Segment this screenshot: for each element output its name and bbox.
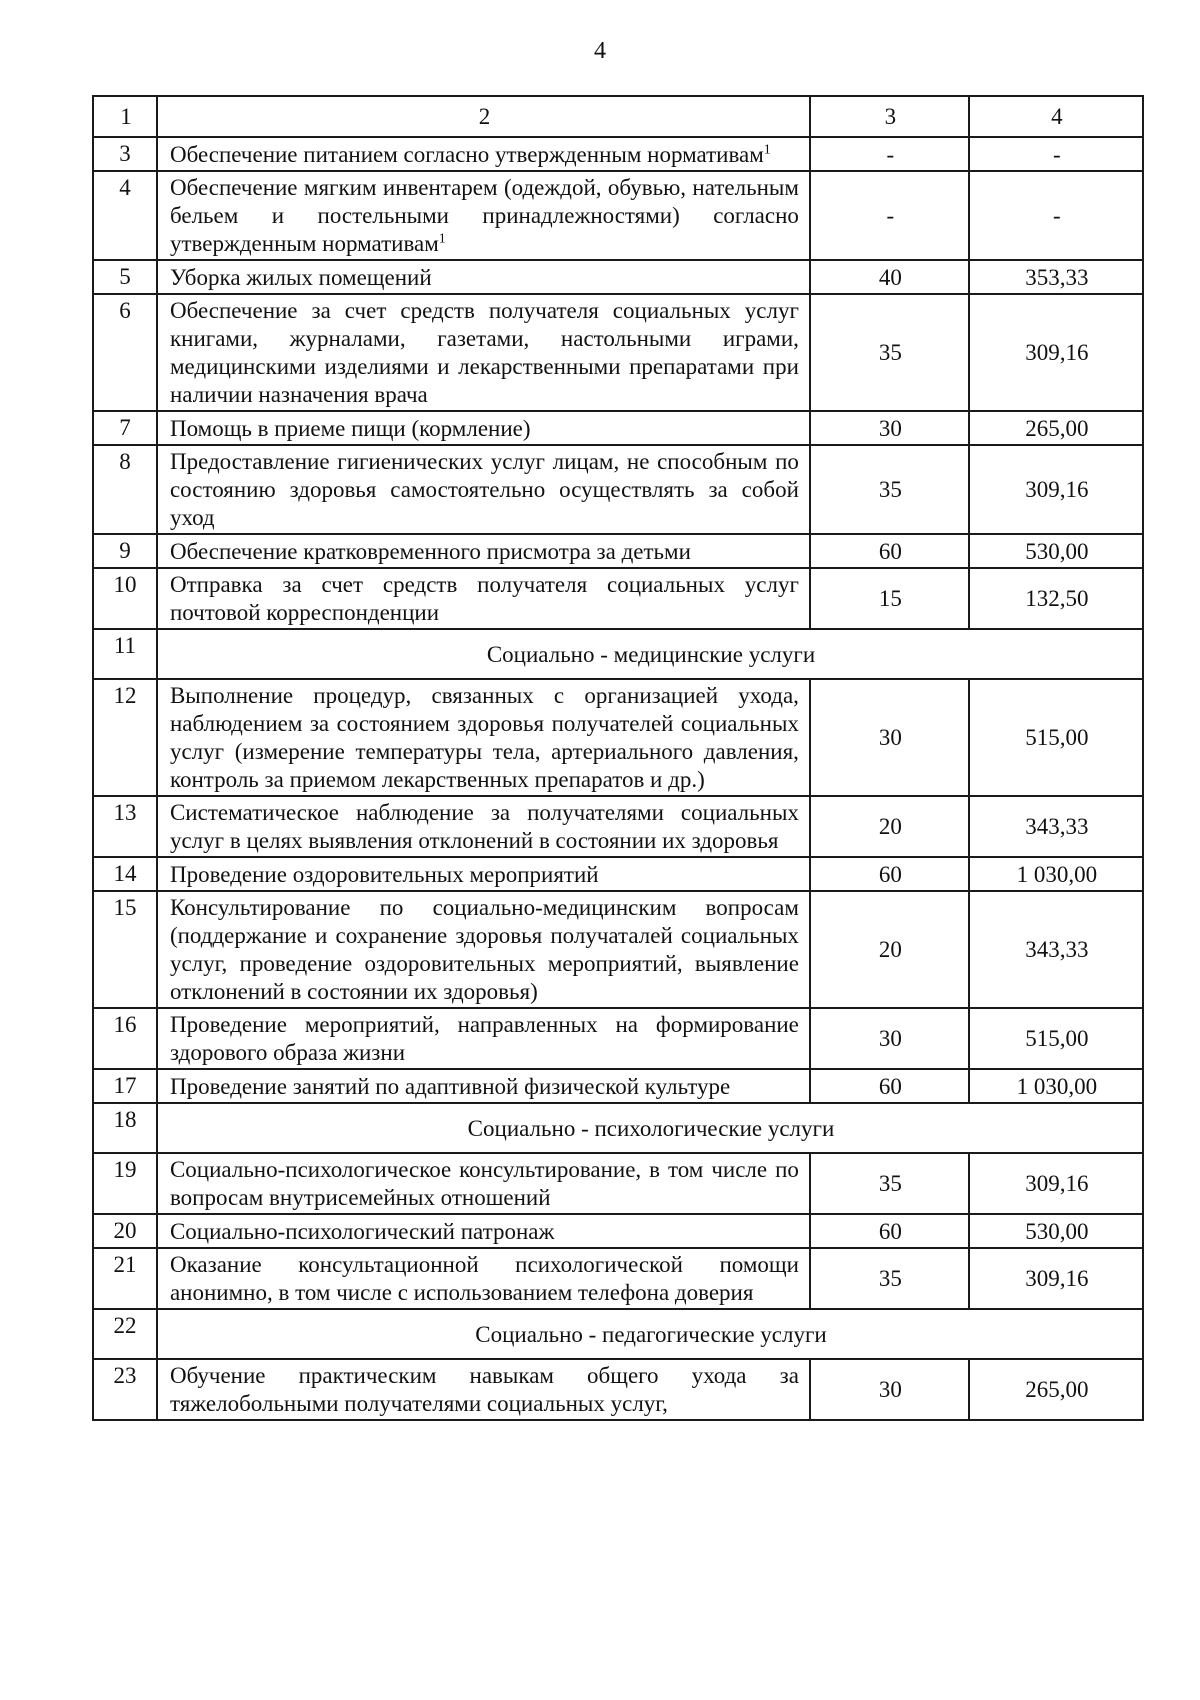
- table-row: [93, 260, 1143, 294]
- table-row: [93, 1008, 1143, 1069]
- service-text: Обеспечение питанием согласно утвержденным нормативам: [169, 141, 764, 167]
- footnote-marker: 1: [763, 141, 771, 157]
- service-description: [157, 891, 810, 1008]
- col4-value: 530,00: [969, 534, 1143, 568]
- col4-value: -: [969, 171, 1143, 260]
- header-col-4: 4: [969, 96, 1143, 137]
- row-number: 23: [93, 1359, 157, 1420]
- table-row: [93, 1359, 1143, 1420]
- table-row: [93, 891, 1143, 1008]
- service-text: Предоставление гигиенических услуг лицам, не способным по состоянию здоровья самостоятельно осуществлять за собой уход: [169, 449, 799, 530]
- service-description: [157, 1359, 810, 1420]
- col4-value: 1 030,00: [969, 1069, 1143, 1103]
- table-row: [93, 534, 1143, 568]
- col3-value: 30: [810, 679, 969, 796]
- col3-value: -: [810, 137, 969, 171]
- footnote-marker: 1: [438, 231, 446, 247]
- row-number: 12: [93, 679, 157, 796]
- service-description: [157, 1248, 810, 1309]
- row-number: 19: [93, 1153, 157, 1214]
- col3-value: 35: [810, 1153, 969, 1214]
- service-text: Проведение занятий по адаптивной физической культуре: [169, 1073, 731, 1099]
- table-row: [93, 796, 1143, 857]
- table-row: [93, 679, 1143, 796]
- row-number: 13: [93, 796, 157, 857]
- section-header-row: [93, 1103, 1143, 1153]
- col4-value: 343,33: [969, 891, 1143, 1008]
- services-tariff-table: [92, 95, 1144, 1421]
- row-number: 17: [93, 1069, 157, 1103]
- col3-value: 60: [810, 857, 969, 891]
- header-col-1: 1: [93, 96, 157, 137]
- service-text: Помощь в приеме пищи (кормление): [169, 415, 531, 441]
- service-description: [157, 1069, 810, 1103]
- service-description: [157, 857, 810, 891]
- service-description: [157, 796, 810, 857]
- service-description: [157, 1008, 810, 1069]
- col4-value: 515,00: [969, 1008, 1143, 1069]
- col4-value: 309,16: [969, 445, 1143, 534]
- service-description: [157, 411, 810, 445]
- service-text: Отправка за счет средств получателя социальных услуг почтовой корреспонденции: [169, 572, 799, 625]
- col3-value: 30: [810, 411, 969, 445]
- service-text: Обеспечение кратковременного присмотра за детьми: [169, 538, 691, 564]
- table-row: [93, 1153, 1143, 1214]
- service-description: [157, 679, 810, 796]
- header-col-3: 3: [810, 96, 969, 137]
- service-description: [157, 171, 810, 260]
- col4-value: 265,00: [969, 1359, 1143, 1420]
- service-text: Проведение мероприятий, направленных на формирование здорового образа жизни: [169, 1012, 799, 1065]
- table-row: [93, 294, 1143, 411]
- col3-value: -: [810, 171, 969, 260]
- row-number: 10: [93, 568, 157, 629]
- row-number: 6: [93, 294, 157, 411]
- section-title: Социально - психологические услуги: [157, 1103, 1143, 1153]
- table-row: [93, 1069, 1143, 1103]
- row-number: 4: [93, 171, 157, 260]
- table-row: [93, 137, 1143, 171]
- col3-value: 60: [810, 1069, 969, 1103]
- service-description: [157, 534, 810, 568]
- service-description: [157, 137, 810, 171]
- header-col-2: 2: [157, 96, 810, 137]
- col3-value: 35: [810, 294, 969, 411]
- service-description: [157, 568, 810, 629]
- row-number: 14: [93, 857, 157, 891]
- col4-value: 309,16: [969, 294, 1143, 411]
- service-text: Выполнение процедур, связанных с организацией ухода, наблюдением за состоянием здоровья получателей социальных услуг (измерение температуры тела, артериального давления, контроль за приемом лекарственных препаратов и др.): [169, 683, 799, 792]
- row-number: 15: [93, 891, 157, 1008]
- row-number: 18: [93, 1103, 157, 1153]
- col4-value: 309,16: [969, 1153, 1143, 1214]
- col3-value: 35: [810, 445, 969, 534]
- service-description: [157, 260, 810, 294]
- section-title: Социально - педагогические услуги: [157, 1309, 1143, 1359]
- row-number: 8: [93, 445, 157, 534]
- col4-value: 343,33: [969, 796, 1143, 857]
- service-description: [157, 445, 810, 534]
- section-header-row: [93, 629, 1143, 679]
- col3-value: 30: [810, 1359, 969, 1420]
- service-text: Социально-психологическое консультирование, в том числе по вопросам внутрисемейных отношений: [169, 1157, 799, 1210]
- service-description: [157, 294, 810, 411]
- service-text: Социально-психологический патронаж: [169, 1218, 555, 1244]
- service-text: Обеспечение мягким инвентарем (одеждой, обувью, нательным бельем и постельными принадлежностями) согласно утвержденным нормативам: [169, 175, 799, 256]
- row-number: 11: [93, 629, 157, 679]
- service-text: Проведение оздоровительных мероприятий: [169, 861, 599, 887]
- col3-value: 15: [810, 568, 969, 629]
- table-row: [93, 1214, 1143, 1248]
- section-title: Социально - медицинские услуги: [157, 629, 1143, 679]
- table-header-row: [93, 96, 1143, 137]
- service-description: [157, 1153, 810, 1214]
- col4-value: 515,00: [969, 679, 1143, 796]
- col3-value: 60: [810, 1214, 969, 1248]
- row-number: 21: [93, 1248, 157, 1309]
- col3-value: 20: [810, 796, 969, 857]
- row-number: 20: [93, 1214, 157, 1248]
- row-number: 5: [93, 260, 157, 294]
- table-row: [93, 1248, 1143, 1309]
- col3-value: 60: [810, 534, 969, 568]
- row-number: 22: [93, 1309, 157, 1359]
- col3-value: 35: [810, 1248, 969, 1309]
- col4-value: 353,33: [969, 260, 1143, 294]
- row-number: 7: [93, 411, 157, 445]
- col4-value: 265,00: [969, 411, 1143, 445]
- service-text: Обеспечение за счет средств получателя социальных услуг книгами, журналами, газетами, настольными играми, медицинскими изделиями и лекарственными препаратами при наличии назначения врача: [169, 298, 799, 407]
- col4-value: 132,50: [969, 568, 1143, 629]
- row-number: 16: [93, 1008, 157, 1069]
- col3-value: 30: [810, 1008, 969, 1069]
- service-text: Обучение практическим навыкам общего ухода за тяжелобольными получателями социальных услуг,: [169, 1363, 799, 1416]
- table-row: [93, 445, 1143, 534]
- table-row: [93, 411, 1143, 445]
- section-header-row: [93, 1309, 1143, 1359]
- page-number: 4: [594, 38, 606, 64]
- service-text: Систематическое наблюдение за получателями социальных услуг в целях выявления отклонений в состоянии их здоровья: [169, 800, 799, 853]
- table-row: [93, 857, 1143, 891]
- col3-value: 20: [810, 891, 969, 1008]
- col4-value: 530,00: [969, 1214, 1143, 1248]
- row-number: 3: [93, 137, 157, 171]
- table-row: [93, 568, 1143, 629]
- row-number: 9: [93, 534, 157, 568]
- table-body: [93, 96, 1143, 1420]
- service-text: Оказание консультационной психологической помощи анонимно, в том числе с использованием телефона доверия: [169, 1252, 799, 1305]
- col4-value: -: [969, 137, 1143, 171]
- service-text: Консультирование по социально-медицинским вопросам (поддержание и сохранение здоровья получаталей социальных услуг, проведение оздоровительных мероприятий, выявление отклонений в состоянии их здоровья): [169, 895, 799, 1004]
- table-row: [93, 171, 1143, 260]
- col4-value: 309,16: [969, 1248, 1143, 1309]
- service-text: Уборка жилых помещений: [169, 264, 432, 290]
- col3-value: 40: [810, 260, 969, 294]
- service-description: [157, 1214, 810, 1248]
- col4-value: 1 030,00: [969, 857, 1143, 891]
